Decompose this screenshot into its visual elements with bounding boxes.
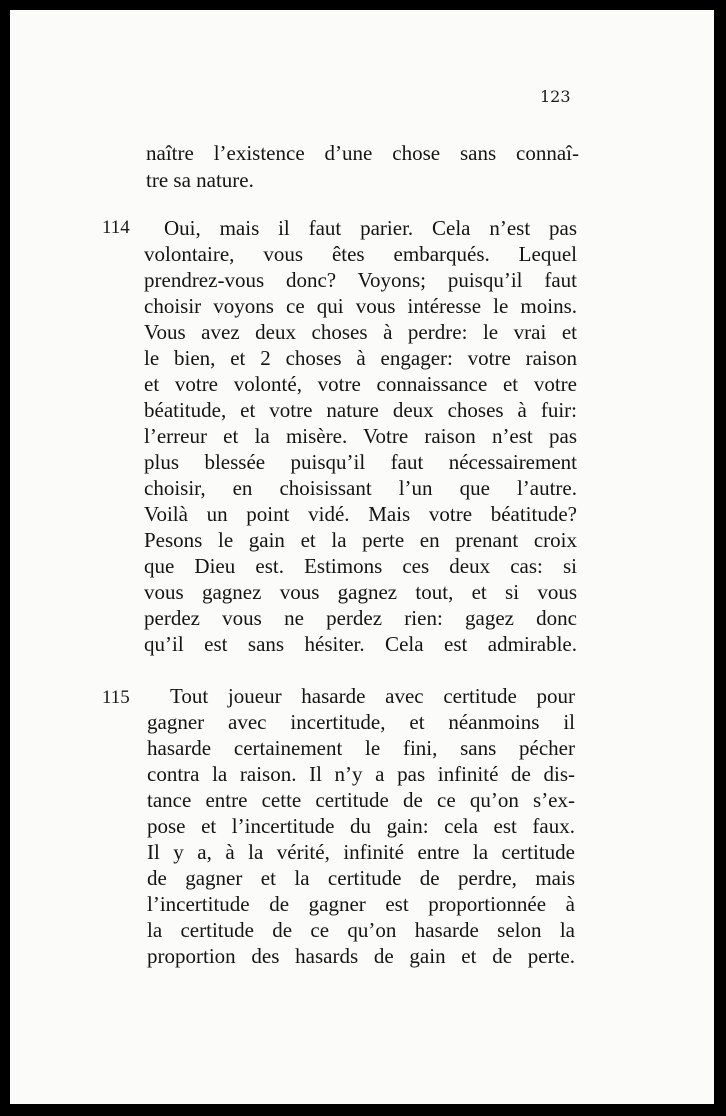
text-line: vous gagnez vous gagnez tout, et si vous [144, 580, 577, 604]
text-line: prendrez-vous donc? Voyons; puisqu’il faut [144, 268, 577, 292]
text-line: contra la raison. Il n’y a pas infinité de dis- [147, 762, 575, 786]
text-line: pose et l’incertitude du gain: cela est faux. [147, 814, 575, 838]
text-line: Voilà un point vidé. Mais votre béatitude? [144, 502, 577, 526]
text-line: Il y a, à la vérité, infinité entre la certitude [147, 840, 575, 864]
text-line: qu’il est sans hésiter. Cela est admirable. [144, 632, 577, 656]
text-line: la certitude de ce qu’on hasarde selon la [147, 918, 575, 942]
page-number: 123 [540, 87, 571, 106]
text-line: l’erreur et la misère. Votre raison n’est pas [144, 424, 577, 448]
text-line: tre sa nature. [146, 168, 254, 192]
text-line: gagner avec incertitude, et néanmoins il [147, 710, 575, 734]
book-page [10, 10, 714, 1104]
text-line: tance entre cette certitude de ce qu’on s’ex- [147, 788, 575, 812]
text-line: choisir voyons ce qui vous intéresse le moins. [144, 294, 577, 318]
paragraph-number: 114 [102, 217, 130, 238]
text-line: volontaire, vous êtes embarqués. Lequel [144, 242, 577, 266]
text-line: Oui, mais il faut parier. Cela n’est pas [164, 216, 577, 240]
text-line: naître l’existence d’une chose sans connaî- [146, 141, 579, 165]
text-line: hasarde certainement le fini, sans pécher [147, 736, 575, 760]
text-line: perdez vous ne perdez rien: gagez donc [144, 606, 577, 630]
text-line: et votre volonté, votre connaissance et votre [144, 372, 577, 396]
paragraph-number: 115 [102, 687, 130, 708]
text-line: de gagner et la certitude de perdre, mais [147, 866, 575, 890]
text-line: Pesons le gain et la perte en prenant croix [144, 528, 577, 552]
text-line: proportion des hasards de gain et de perte. [147, 944, 575, 968]
text-line: que Dieu est. Estimons ces deux cas: si [144, 554, 577, 578]
text-line: Vous avez deux choses à perdre: le vrai et [144, 320, 577, 344]
text-line: Tout joueur hasarde avec certitude pour [170, 684, 575, 708]
text-line: béatitude, et votre nature deux choses à fuir: [144, 398, 577, 422]
text-line: choisir, en choisissant l’un que l’autre. [144, 476, 577, 500]
text-line: l’incertitude de gagner est proportionnée à [147, 892, 575, 916]
text-line: plus blessée puisqu’il faut nécessairement [144, 450, 577, 474]
text-line: le bien, et 2 choses à engager: votre raison [144, 346, 577, 370]
